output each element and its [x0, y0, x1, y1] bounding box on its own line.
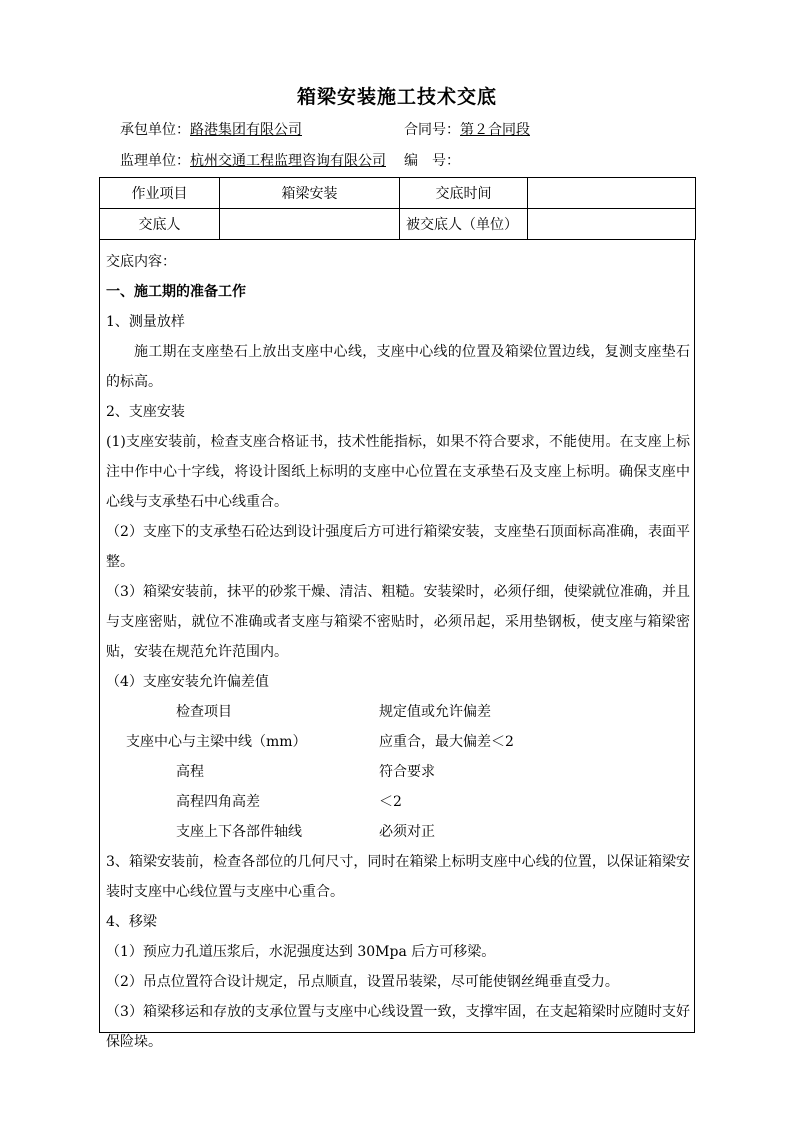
table-row	[100, 178, 696, 209]
receiver-label-cell: 被交底人（单位）	[400, 209, 528, 240]
tolerance-item: 高程	[176, 764, 204, 780]
header-table	[99, 177, 696, 240]
paragraph: 施工期在支座垫石上放出支座中心线，支座中心线的位置及箱梁位置边线，复测支座垫石的标高。	[106, 344, 690, 390]
contractor-label: 承包单位：	[120, 122, 190, 138]
contract-line	[404, 121, 530, 139]
subsection-heading: 2、支座安装	[106, 404, 185, 420]
paragraph: （1）预应力孔道压浆后，水泥强度达到 30Mpa 后方可移梁。	[106, 944, 496, 960]
paragraph: （3）箱梁移运和存放的支承位置与支座中心线设置一致，支撑牢固，在支起箱梁时应随时支好保险垛。	[106, 1004, 690, 1050]
tolerance-row	[106, 757, 690, 787]
tolerance-value-header: 规定值或允许偏差	[379, 704, 491, 720]
tolerance-item: 支座上下各部件轴线	[176, 824, 302, 840]
contract-value: 第２合同段	[460, 122, 530, 138]
tolerance-item-header: 检查项目	[176, 704, 232, 720]
tolerance-value: 应重合，最大偏差＜2	[379, 734, 514, 750]
tolerance-item: 支座中心与主梁中线（mm）	[126, 734, 307, 750]
item-label-cell: 作业项目	[100, 178, 220, 209]
tolerance-value: ＜2	[379, 794, 402, 810]
tolerance-row	[106, 817, 690, 847]
giver-value-cell	[220, 209, 400, 240]
contractor-value: 路港集团有限公司	[190, 122, 302, 138]
supervisor-line	[120, 152, 386, 170]
tolerance-row	[106, 727, 690, 757]
paragraph: （2）吊点位置符合设计规定，吊点顺直，设置吊装梁，尽可能使钢丝绳垂直受力。	[106, 974, 619, 990]
paragraph: (1)支座安装前，检查支座合格证书，技术性能指标，如果不符合要求，不能使用。在支座上标注中作中心十字线，将设计图纸上标明的支座中心位置在支承垫石及支座上标明。确保支座中心线与支承垫石中心线重合。	[106, 434, 690, 510]
document-title: 箱梁安装施工技术交底	[296, 86, 497, 108]
content-text	[106, 247, 690, 1057]
contractor-line	[120, 121, 302, 139]
subsection-heading: 4、移梁	[106, 914, 157, 930]
number-label: 编 号：	[404, 153, 460, 169]
paragraph: 3、箱梁安装前，检查各部位的几何尺寸，同时在箱梁上标明支座中心线的位置，以保证箱梁安装时支座中心线位置与支座中心重合。	[106, 854, 690, 900]
giver-label-cell: 交底人	[100, 209, 220, 240]
supervisor-label: 监理单位：	[120, 153, 190, 169]
number-line	[404, 152, 460, 170]
tolerance-value: 符合要求	[379, 764, 435, 780]
subsection-heading: 1、测量放样	[106, 314, 185, 330]
content-box	[99, 239, 695, 1050]
paragraph: （3）箱梁安装前，抹平的砂浆干燥、清洁、粗糙。安装梁时，必须仔细，使梁就位准确，并且与支座密贴，就位不准确或者支座与箱梁不密贴时，必须吊起，采用垫钢板，使支座与箱梁密贴，安装在规范允许范围内。	[106, 584, 690, 660]
paragraph: （4）支座安装允许偏差值	[106, 674, 269, 690]
section-heading: 一、施工期的准备工作	[106, 284, 246, 300]
time-value-cell	[528, 178, 696, 209]
tolerance-row	[106, 787, 690, 817]
table-row	[100, 209, 696, 240]
tolerance-value: 必须对正	[379, 824, 435, 840]
contract-label: 合同号：	[404, 122, 460, 138]
content-intro: 交底内容：	[106, 254, 176, 270]
time-label-cell: 交底时间	[400, 178, 528, 209]
item-value-cell: 箱梁安装	[220, 178, 400, 209]
tolerance-item: 高程四角高差	[176, 794, 260, 810]
receiver-value-cell	[528, 209, 696, 240]
paragraph: （2）支座下的支承垫石砼达到设计强度后方可进行箱梁安装，支座垫石顶面标高准确，表面平整。	[106, 524, 690, 570]
tolerance-header-row	[106, 697, 690, 727]
supervisor-value: 杭州交通工程监理咨询有限公司	[190, 153, 386, 169]
